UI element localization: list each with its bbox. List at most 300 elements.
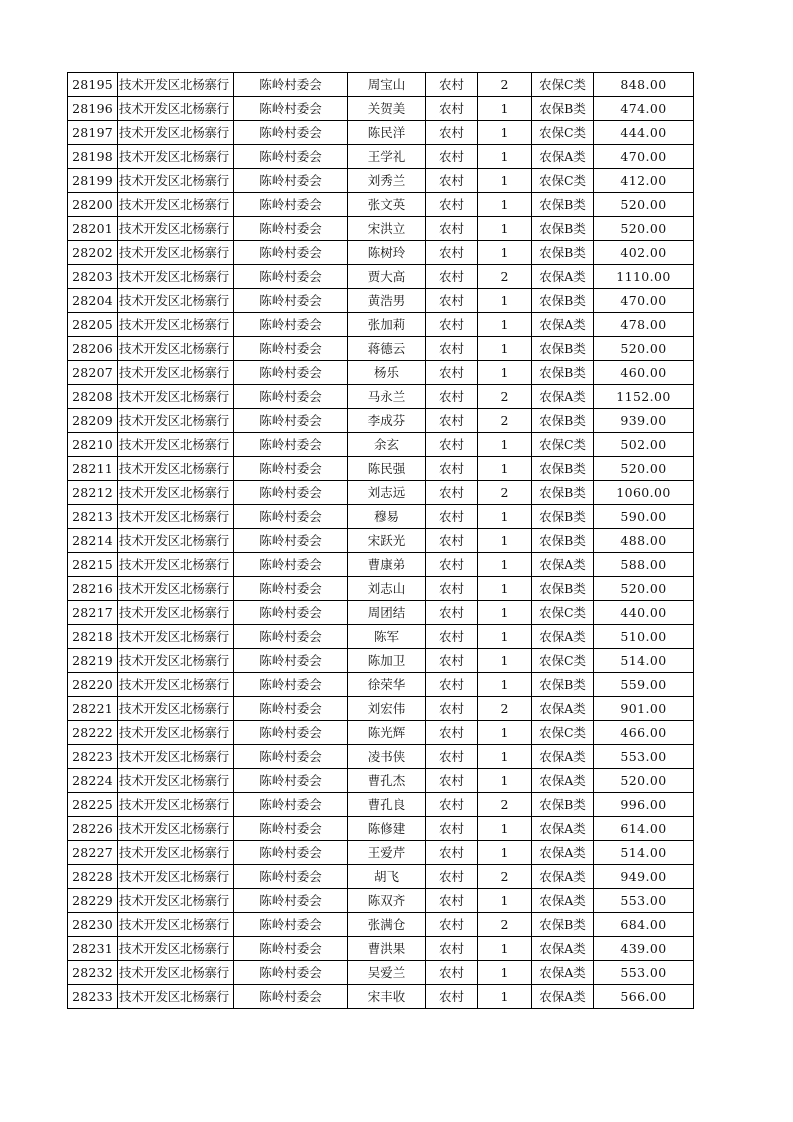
record-id-cell: 28212 (68, 481, 118, 505)
person-name-cell: 吴爱兰 (348, 961, 426, 985)
household-count-cell: 1 (478, 745, 532, 769)
amount-cell: 588.00 (594, 553, 694, 577)
committee-cell: 陈岭村委会 (234, 385, 348, 409)
committee-cell: 陈岭村委会 (234, 481, 348, 505)
committee-cell: 陈岭村委会 (234, 625, 348, 649)
district-cell: 技术开发区北杨寨行 (118, 313, 234, 337)
insurance-category-cell: 农保A类 (532, 961, 594, 985)
district-cell: 技术开发区北杨寨行 (118, 721, 234, 745)
committee-cell: 陈岭村委会 (234, 889, 348, 913)
amount-cell: 996.00 (594, 793, 694, 817)
record-id-cell: 28215 (68, 553, 118, 577)
amount-cell: 901.00 (594, 697, 694, 721)
area-type-cell: 农村 (426, 145, 478, 169)
table-row (68, 241, 694, 265)
table-row (68, 769, 694, 793)
person-name-cell: 黄浩男 (348, 289, 426, 313)
committee-cell: 陈岭村委会 (234, 169, 348, 193)
record-id-cell: 28219 (68, 649, 118, 673)
insurance-category-cell: 农保A类 (532, 889, 594, 913)
district-cell: 技术开发区北杨寨行 (118, 457, 234, 481)
record-id-cell: 28206 (68, 337, 118, 361)
table-row (68, 217, 694, 241)
household-count-cell: 2 (478, 793, 532, 817)
household-count-cell: 1 (478, 289, 532, 313)
committee-cell: 陈岭村委会 (234, 841, 348, 865)
person-name-cell: 陈加卫 (348, 649, 426, 673)
record-id-cell: 28195 (68, 73, 118, 97)
table-row (68, 313, 694, 337)
amount-cell: 439.00 (594, 937, 694, 961)
household-count-cell: 1 (478, 841, 532, 865)
record-id-cell: 28222 (68, 721, 118, 745)
table-row (68, 745, 694, 769)
district-cell: 技术开发区北杨寨行 (118, 97, 234, 121)
table-row (68, 889, 694, 913)
person-name-cell: 张加莉 (348, 313, 426, 337)
record-id-cell: 28214 (68, 529, 118, 553)
amount-cell: 848.00 (594, 73, 694, 97)
district-cell: 技术开发区北杨寨行 (118, 937, 234, 961)
district-cell: 技术开发区北杨寨行 (118, 697, 234, 721)
record-id-cell: 28217 (68, 601, 118, 625)
record-id-cell: 28203 (68, 265, 118, 289)
committee-cell: 陈岭村委会 (234, 97, 348, 121)
insurance-category-cell: 农保A类 (532, 817, 594, 841)
amount-cell: 478.00 (594, 313, 694, 337)
insurance-category-cell: 农保A类 (532, 745, 594, 769)
household-count-cell: 2 (478, 481, 532, 505)
record-id-cell: 28225 (68, 793, 118, 817)
area-type-cell: 农村 (426, 265, 478, 289)
insurance-category-cell: 农保B类 (532, 409, 594, 433)
amount-cell: 514.00 (594, 649, 694, 673)
district-cell: 技术开发区北杨寨行 (118, 673, 234, 697)
district-cell: 技术开发区北杨寨行 (118, 73, 234, 97)
district-cell: 技术开发区北杨寨行 (118, 169, 234, 193)
district-cell: 技术开发区北杨寨行 (118, 217, 234, 241)
area-type-cell: 农村 (426, 385, 478, 409)
committee-cell: 陈岭村委会 (234, 817, 348, 841)
person-name-cell: 陈民强 (348, 457, 426, 481)
insurance-category-cell: 农保B类 (532, 793, 594, 817)
record-id-cell: 28197 (68, 121, 118, 145)
district-cell: 技术开发区北杨寨行 (118, 145, 234, 169)
area-type-cell: 农村 (426, 553, 478, 577)
person-name-cell: 曹洪果 (348, 937, 426, 961)
amount-cell: 520.00 (594, 769, 694, 793)
committee-cell: 陈岭村委会 (234, 985, 348, 1009)
insurance-category-cell: 农保A类 (532, 553, 594, 577)
table-row (68, 601, 694, 625)
household-count-cell: 1 (478, 601, 532, 625)
household-count-cell: 2 (478, 73, 532, 97)
household-count-cell: 1 (478, 889, 532, 913)
household-count-cell: 1 (478, 457, 532, 481)
person-name-cell: 蒋德云 (348, 337, 426, 361)
committee-cell: 陈岭村委会 (234, 457, 348, 481)
record-id-cell: 28201 (68, 217, 118, 241)
person-name-cell: 马永兰 (348, 385, 426, 409)
insurance-category-cell: 农保B类 (532, 241, 594, 265)
district-cell: 技术开发区北杨寨行 (118, 409, 234, 433)
table-row (68, 937, 694, 961)
record-id-cell: 28232 (68, 961, 118, 985)
household-count-cell: 1 (478, 505, 532, 529)
area-type-cell: 农村 (426, 865, 478, 889)
district-cell: 技术开发区北杨寨行 (118, 961, 234, 985)
table-row (68, 433, 694, 457)
household-count-cell: 2 (478, 865, 532, 889)
amount-cell: 553.00 (594, 889, 694, 913)
committee-cell: 陈岭村委会 (234, 361, 348, 385)
committee-cell: 陈岭村委会 (234, 265, 348, 289)
committee-cell: 陈岭村委会 (234, 769, 348, 793)
district-cell: 技术开发区北杨寨行 (118, 433, 234, 457)
insurance-category-cell: 农保B类 (532, 457, 594, 481)
table-row (68, 97, 694, 121)
committee-cell: 陈岭村委会 (234, 913, 348, 937)
person-name-cell: 胡飞 (348, 865, 426, 889)
record-id-cell: 28229 (68, 889, 118, 913)
table-row (68, 865, 694, 889)
person-name-cell: 贾大高 (348, 265, 426, 289)
household-count-cell: 1 (478, 817, 532, 841)
amount-cell: 488.00 (594, 529, 694, 553)
record-id-cell: 28218 (68, 625, 118, 649)
record-id-cell: 28209 (68, 409, 118, 433)
table-row (68, 193, 694, 217)
area-type-cell: 农村 (426, 697, 478, 721)
person-name-cell: 宋跃光 (348, 529, 426, 553)
amount-cell: 520.00 (594, 457, 694, 481)
district-cell: 技术开发区北杨寨行 (118, 865, 234, 889)
amount-cell: 566.00 (594, 985, 694, 1009)
insurance-category-cell: 农保B类 (532, 577, 594, 601)
household-count-cell: 1 (478, 673, 532, 697)
person-name-cell: 周宝山 (348, 73, 426, 97)
amount-cell: 514.00 (594, 841, 694, 865)
insurance-category-cell: 农保A类 (532, 145, 594, 169)
insurance-category-cell: 农保B类 (532, 529, 594, 553)
committee-cell: 陈岭村委会 (234, 193, 348, 217)
person-name-cell: 关贺美 (348, 97, 426, 121)
table-row (68, 961, 694, 985)
insurance-category-cell: 农保B类 (532, 337, 594, 361)
district-cell: 技术开发区北杨寨行 (118, 289, 234, 313)
record-id-cell: 28207 (68, 361, 118, 385)
area-type-cell: 农村 (426, 841, 478, 865)
amount-cell: 412.00 (594, 169, 694, 193)
record-id-cell: 28210 (68, 433, 118, 457)
district-cell: 技术开发区北杨寨行 (118, 745, 234, 769)
area-type-cell: 农村 (426, 937, 478, 961)
committee-cell: 陈岭村委会 (234, 793, 348, 817)
area-type-cell: 农村 (426, 601, 478, 625)
district-cell: 技术开发区北杨寨行 (118, 241, 234, 265)
insurance-category-cell: 农保B类 (532, 289, 594, 313)
person-name-cell: 周团结 (348, 601, 426, 625)
household-count-cell: 1 (478, 577, 532, 601)
household-count-cell: 1 (478, 769, 532, 793)
area-type-cell: 农村 (426, 481, 478, 505)
amount-cell: 444.00 (594, 121, 694, 145)
committee-cell: 陈岭村委会 (234, 865, 348, 889)
area-type-cell: 农村 (426, 457, 478, 481)
table-row (68, 649, 694, 673)
household-count-cell: 1 (478, 937, 532, 961)
committee-cell: 陈岭村委会 (234, 121, 348, 145)
household-count-cell: 1 (478, 721, 532, 745)
insurance-category-cell: 农保C类 (532, 649, 594, 673)
household-count-cell: 1 (478, 985, 532, 1009)
district-cell: 技术开发区北杨寨行 (118, 121, 234, 145)
area-type-cell: 农村 (426, 121, 478, 145)
data-table (67, 72, 694, 1009)
committee-cell: 陈岭村委会 (234, 961, 348, 985)
insurance-category-cell: 农保C类 (532, 121, 594, 145)
committee-cell: 陈岭村委会 (234, 937, 348, 961)
table-row (68, 721, 694, 745)
insurance-category-cell: 农保C类 (532, 721, 594, 745)
committee-cell: 陈岭村委会 (234, 313, 348, 337)
district-cell: 技术开发区北杨寨行 (118, 649, 234, 673)
table-row (68, 505, 694, 529)
area-type-cell: 农村 (426, 169, 478, 193)
amount-cell: 684.00 (594, 913, 694, 937)
person-name-cell: 陈双齐 (348, 889, 426, 913)
person-name-cell: 陈树玲 (348, 241, 426, 265)
area-type-cell: 农村 (426, 73, 478, 97)
district-cell: 技术开发区北杨寨行 (118, 529, 234, 553)
insurance-category-cell: 农保B类 (532, 97, 594, 121)
committee-cell: 陈岭村委会 (234, 649, 348, 673)
committee-cell: 陈岭村委会 (234, 145, 348, 169)
household-count-cell: 1 (478, 649, 532, 673)
table-row (68, 265, 694, 289)
area-type-cell: 农村 (426, 505, 478, 529)
area-type-cell: 农村 (426, 97, 478, 121)
household-count-cell: 1 (478, 361, 532, 385)
household-count-cell: 1 (478, 529, 532, 553)
insurance-category-cell: 农保C类 (532, 601, 594, 625)
record-id-cell: 28226 (68, 817, 118, 841)
record-id-cell: 28231 (68, 937, 118, 961)
district-cell: 技术开发区北杨寨行 (118, 505, 234, 529)
district-cell: 技术开发区北杨寨行 (118, 601, 234, 625)
person-name-cell: 余玄 (348, 433, 426, 457)
amount-cell: 553.00 (594, 961, 694, 985)
record-id-cell: 28228 (68, 865, 118, 889)
district-cell: 技术开发区北杨寨行 (118, 385, 234, 409)
district-cell: 技术开发区北杨寨行 (118, 577, 234, 601)
amount-cell: 470.00 (594, 289, 694, 313)
person-name-cell: 刘宏伟 (348, 697, 426, 721)
table-body (68, 73, 694, 1009)
amount-cell: 470.00 (594, 145, 694, 169)
district-cell: 技术开发区北杨寨行 (118, 361, 234, 385)
amount-cell: 466.00 (594, 721, 694, 745)
area-type-cell: 农村 (426, 577, 478, 601)
area-type-cell: 农村 (426, 433, 478, 457)
committee-cell: 陈岭村委会 (234, 577, 348, 601)
table-row (68, 913, 694, 937)
insurance-category-cell: 农保A类 (532, 385, 594, 409)
table-row (68, 625, 694, 649)
person-name-cell: 刘秀兰 (348, 169, 426, 193)
record-id-cell: 28224 (68, 769, 118, 793)
district-cell: 技术开发区北杨寨行 (118, 913, 234, 937)
district-cell: 技术开发区北杨寨行 (118, 841, 234, 865)
table-row (68, 457, 694, 481)
amount-cell: 1152.00 (594, 385, 694, 409)
area-type-cell: 农村 (426, 289, 478, 313)
district-cell: 技术开发区北杨寨行 (118, 985, 234, 1009)
person-name-cell: 曹孔良 (348, 793, 426, 817)
table-row (68, 409, 694, 433)
household-count-cell: 2 (478, 697, 532, 721)
table-row (68, 985, 694, 1009)
committee-cell: 陈岭村委会 (234, 409, 348, 433)
household-count-cell: 2 (478, 385, 532, 409)
amount-cell: 1060.00 (594, 481, 694, 505)
insurance-category-cell: 农保A类 (532, 841, 594, 865)
area-type-cell: 农村 (426, 649, 478, 673)
committee-cell: 陈岭村委会 (234, 697, 348, 721)
insurance-category-cell: 农保B类 (532, 217, 594, 241)
person-name-cell: 杨乐 (348, 361, 426, 385)
amount-cell: 949.00 (594, 865, 694, 889)
district-cell: 技术开发区北杨寨行 (118, 337, 234, 361)
amount-cell: 939.00 (594, 409, 694, 433)
committee-cell: 陈岭村委会 (234, 529, 348, 553)
insurance-category-cell: 农保A类 (532, 697, 594, 721)
household-count-cell: 1 (478, 553, 532, 577)
record-id-cell: 28227 (68, 841, 118, 865)
committee-cell: 陈岭村委会 (234, 337, 348, 361)
area-type-cell: 农村 (426, 721, 478, 745)
person-name-cell: 曹孔杰 (348, 769, 426, 793)
insurance-category-cell: 农保B类 (532, 913, 594, 937)
person-name-cell: 陈光辉 (348, 721, 426, 745)
area-type-cell: 农村 (426, 409, 478, 433)
table-row (68, 793, 694, 817)
committee-cell: 陈岭村委会 (234, 217, 348, 241)
table-row (68, 481, 694, 505)
amount-cell: 520.00 (594, 193, 694, 217)
record-id-cell: 28200 (68, 193, 118, 217)
table-row (68, 337, 694, 361)
household-count-cell: 2 (478, 265, 532, 289)
insurance-category-cell: 农保A类 (532, 625, 594, 649)
person-name-cell: 穆易 (348, 505, 426, 529)
household-count-cell: 1 (478, 97, 532, 121)
committee-cell: 陈岭村委会 (234, 505, 348, 529)
insurance-category-cell: 农保A类 (532, 265, 594, 289)
area-type-cell: 农村 (426, 913, 478, 937)
person-name-cell: 刘志远 (348, 481, 426, 505)
record-id-cell: 28230 (68, 913, 118, 937)
record-id-cell: 28216 (68, 577, 118, 601)
record-id-cell: 28211 (68, 457, 118, 481)
amount-cell: 510.00 (594, 625, 694, 649)
household-count-cell: 1 (478, 625, 532, 649)
district-cell: 技术开发区北杨寨行 (118, 193, 234, 217)
table-row (68, 361, 694, 385)
district-cell: 技术开发区北杨寨行 (118, 625, 234, 649)
table-row (68, 145, 694, 169)
district-cell: 技术开发区北杨寨行 (118, 553, 234, 577)
table-row (68, 73, 694, 97)
insurance-category-cell: 农保B类 (532, 481, 594, 505)
area-type-cell: 农村 (426, 193, 478, 217)
district-cell: 技术开发区北杨寨行 (118, 889, 234, 913)
amount-cell: 520.00 (594, 337, 694, 361)
insurance-category-cell: 农保A类 (532, 985, 594, 1009)
committee-cell: 陈岭村委会 (234, 433, 348, 457)
table-row (68, 529, 694, 553)
insurance-category-cell: 农保B类 (532, 361, 594, 385)
table-row (68, 697, 694, 721)
insurance-category-cell: 农保B类 (532, 505, 594, 529)
person-name-cell: 张满仓 (348, 913, 426, 937)
record-id-cell: 28204 (68, 289, 118, 313)
amount-cell: 559.00 (594, 673, 694, 697)
district-cell: 技术开发区北杨寨行 (118, 793, 234, 817)
committee-cell: 陈岭村委会 (234, 289, 348, 313)
person-name-cell: 刘志山 (348, 577, 426, 601)
amount-cell: 614.00 (594, 817, 694, 841)
person-name-cell: 凌书侠 (348, 745, 426, 769)
record-id-cell: 28205 (68, 313, 118, 337)
district-cell: 技术开发区北杨寨行 (118, 769, 234, 793)
person-name-cell: 曹康弟 (348, 553, 426, 577)
insurance-category-cell: 农保C类 (532, 169, 594, 193)
amount-cell: 520.00 (594, 577, 694, 601)
amount-cell: 520.00 (594, 217, 694, 241)
record-id-cell: 28198 (68, 145, 118, 169)
area-type-cell: 农村 (426, 961, 478, 985)
table-row (68, 121, 694, 145)
amount-cell: 553.00 (594, 745, 694, 769)
amount-cell: 460.00 (594, 361, 694, 385)
amount-cell: 474.00 (594, 97, 694, 121)
area-type-cell: 农村 (426, 889, 478, 913)
committee-cell: 陈岭村委会 (234, 721, 348, 745)
table-row (68, 841, 694, 865)
record-id-cell: 28208 (68, 385, 118, 409)
record-id-cell: 28220 (68, 673, 118, 697)
person-name-cell: 陈军 (348, 625, 426, 649)
insurance-category-cell: 农保A类 (532, 769, 594, 793)
person-name-cell: 李成芬 (348, 409, 426, 433)
area-type-cell: 农村 (426, 817, 478, 841)
table-row (68, 385, 694, 409)
person-name-cell: 陈民洋 (348, 121, 426, 145)
amount-cell: 590.00 (594, 505, 694, 529)
district-cell: 技术开发区北杨寨行 (118, 481, 234, 505)
insurance-category-cell: 农保B类 (532, 193, 594, 217)
record-id-cell: 28202 (68, 241, 118, 265)
person-name-cell: 陈修建 (348, 817, 426, 841)
district-cell: 技术开发区北杨寨行 (118, 817, 234, 841)
record-id-cell: 28213 (68, 505, 118, 529)
household-count-cell: 1 (478, 313, 532, 337)
area-type-cell: 农村 (426, 361, 478, 385)
district-cell: 技术开发区北杨寨行 (118, 265, 234, 289)
committee-cell: 陈岭村委会 (234, 73, 348, 97)
area-type-cell: 农村 (426, 745, 478, 769)
